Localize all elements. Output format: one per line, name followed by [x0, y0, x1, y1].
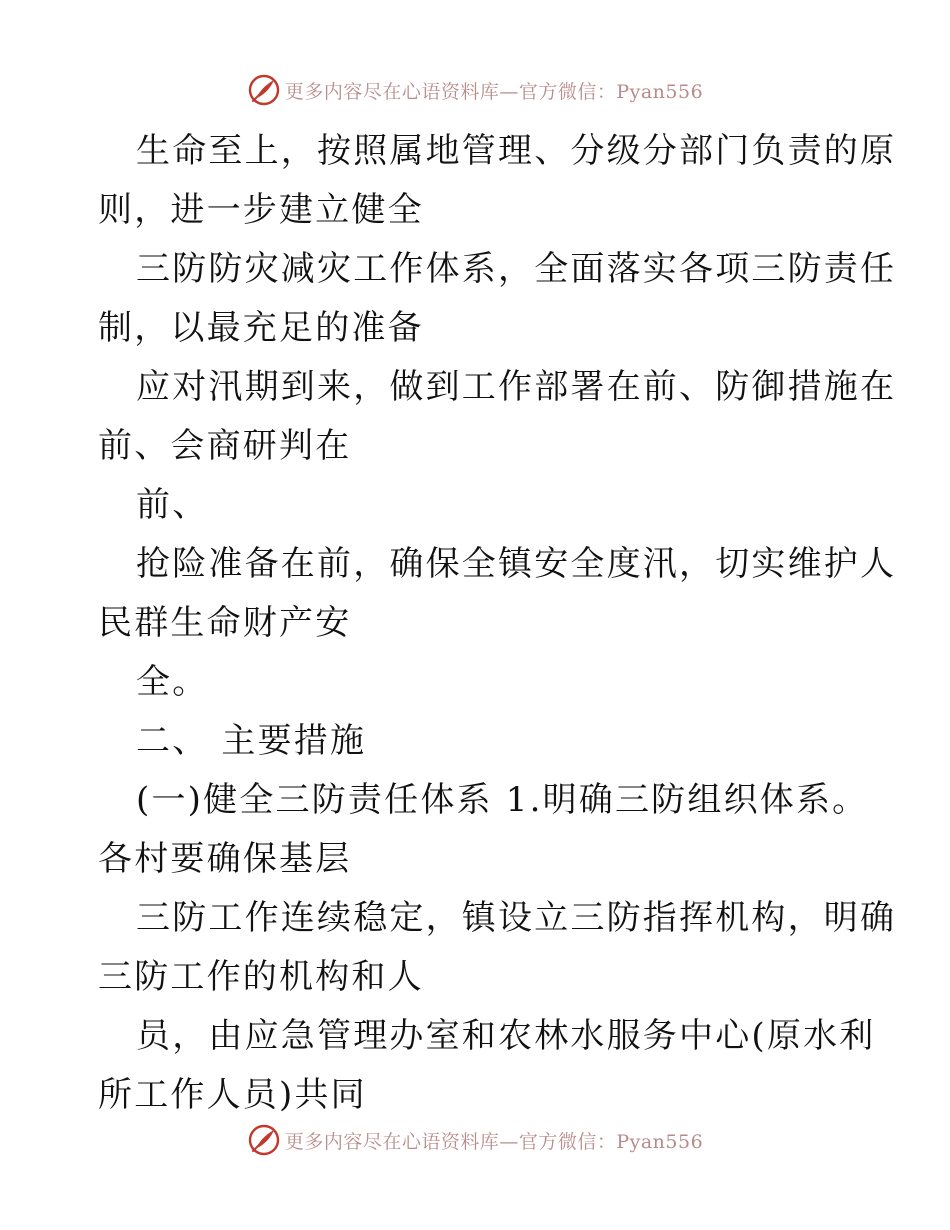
body-line: 前、 [136, 485, 209, 525]
body-line: 则，进一步建立健全 [98, 190, 424, 230]
body-line: (一)健全三防责任体系 1.明确三防组织体系。 [136, 780, 869, 820]
body-line: 全。 [136, 662, 209, 702]
body-line: 三防防灾减灾工作体系，全面落实各项三防责任 [136, 249, 897, 289]
footer-watermark-text: 更多内容尽在心语资料库—官方微信：Pyan556 [284, 1130, 704, 1153]
body-line: 生命至上，按照属地管理、分级分部门负责的原 [136, 131, 897, 171]
body-line: 员，由应急管理办室和农林水服务中心(原水利 [136, 1016, 876, 1056]
body-line: 应对汛期到来，做到工作部署在前、防御措施在 [136, 367, 897, 407]
header-watermark-text: 更多内容尽在心语资料库—官方微信：Pyan556 [284, 80, 704, 103]
quill-logo-icon [247, 1123, 281, 1157]
body-line: 三防工作的机构和人 [98, 957, 424, 997]
body-line: 民群生命财产安 [98, 603, 352, 643]
body-line: 所工作人员)共同 [98, 1075, 367, 1115]
body-line: 抢险准备在前，确保全镇安全度汛，切实维护人 [136, 544, 897, 584]
body-line: 前、会商研判在 [98, 426, 352, 466]
header-watermark-banner [0, 70, 950, 110]
body-line: 制，以最充足的准备 [98, 308, 424, 348]
quill-logo-icon [247, 73, 281, 107]
document-body [98, 122, 897, 1125]
body-line: 各村要确保基层 [98, 839, 352, 879]
section-heading: 二、 主要措施 [136, 721, 367, 761]
body-line: 三防工作连续稳定，镇设立三防指挥机构，明确 [136, 898, 897, 938]
footer-watermark-banner [0, 1120, 950, 1160]
